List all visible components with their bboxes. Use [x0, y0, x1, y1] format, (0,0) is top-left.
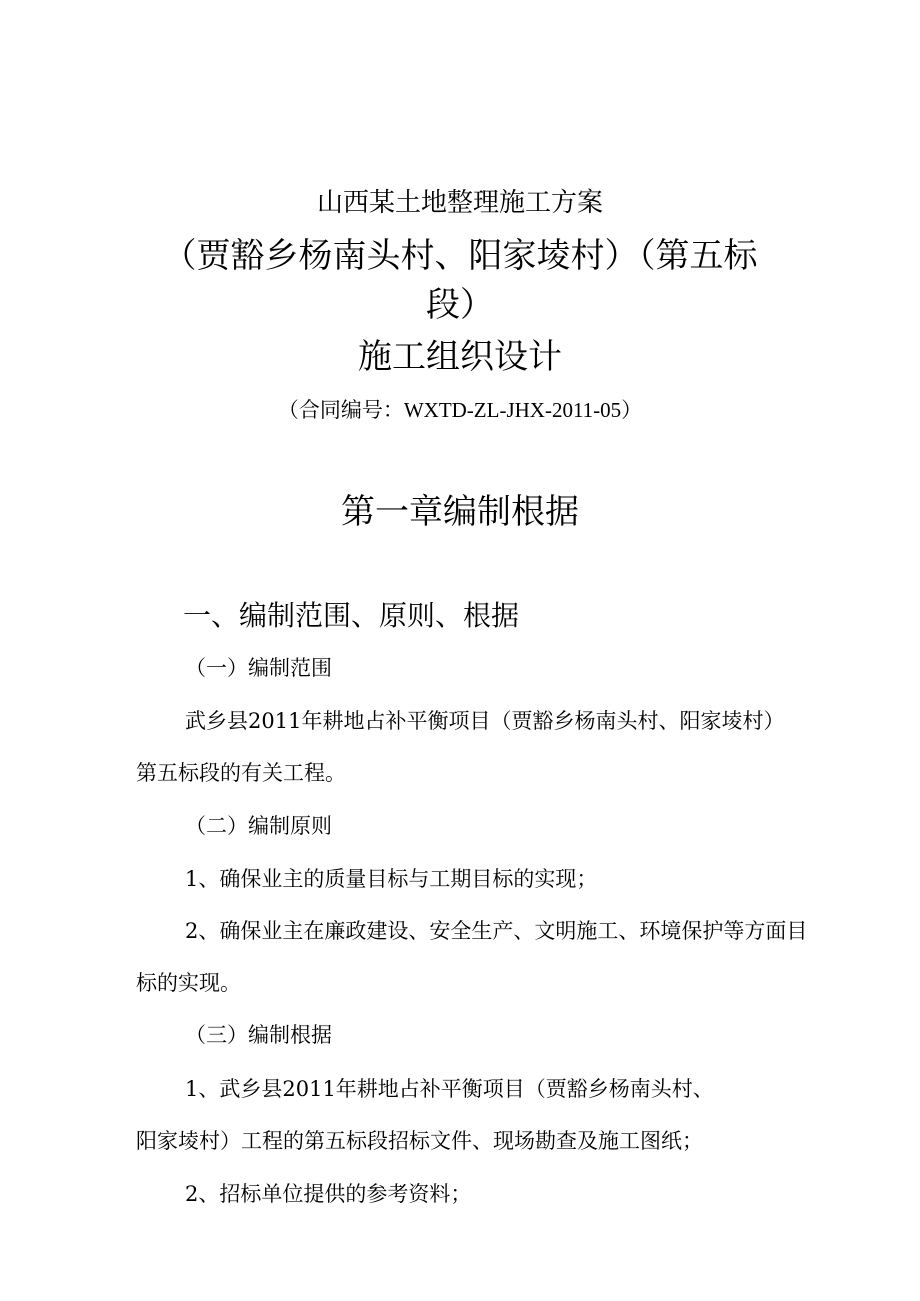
principle-heading: （二）编制原则: [185, 814, 332, 838]
scope-text-line-2: 第五标段的有关工程。: [136, 761, 346, 785]
title-line-2: （贾豁乡杨南头村、阳家堎村）（第五标: [162, 236, 758, 276]
title-line-1: 山西某土地整理施工方案: [316, 188, 603, 218]
scope-heading: （一）编制范围: [185, 656, 332, 680]
basis-item-1-line-1: 1、武乡县2011年耕地占补平衡项目（贾豁乡杨南头村、: [185, 1077, 714, 1101]
principle-item-2-line-1: 2、确保业主在廉政建设、安全生产、文明施工、环境保护等方面目: [185, 919, 808, 943]
basis-heading: （三）编制根据: [185, 1023, 332, 1047]
section-title: 一、编制范围、原则、根据: [183, 599, 520, 632]
basis-item-2: 2、招标单位提供的参考资料；: [185, 1182, 472, 1206]
title-line-4: 施工组织设计: [358, 337, 562, 377]
contract-number: （合同编号：WXTD-ZL-JHX-2011-05）: [277, 398, 643, 422]
chapter-title: 第一章编制根据: [341, 492, 579, 532]
scope-text-line-1: 武乡县2011年耕地占补平衡项目（贾豁乡杨南头村、阳家堎村）: [185, 709, 785, 733]
principle-item-1: 1、确保业主的质量目标与工期目标的实现；: [185, 867, 598, 891]
basis-item-1-line-2: 阳家堎村）工程的第五标段招标文件、现场勘查及施工图纸；: [136, 1129, 703, 1153]
principle-item-2-line-2: 标的实现。: [136, 971, 241, 995]
title-line-3: 段）: [426, 285, 494, 325]
